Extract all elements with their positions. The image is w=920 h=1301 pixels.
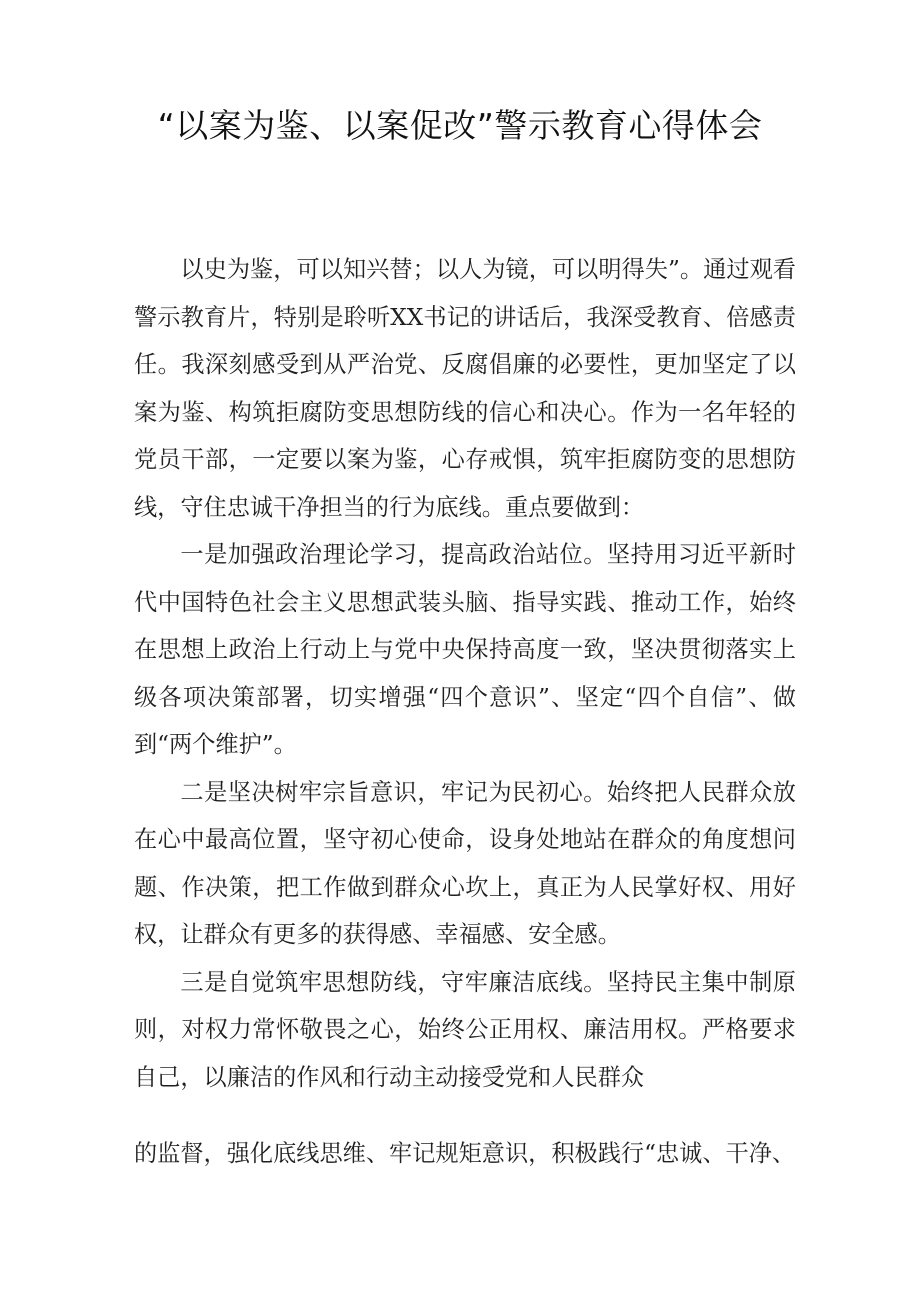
paragraph-point-three: 三是自觉筑牢思想防线，守牢廉洁底线。坚持民主集中制原则，对权力常怀敬畏之心，始终公正用权、廉洁用权。严格要求自己，以廉洁的作风和行动主动接受党和人民群众 [134,968,796,1091]
document-body [134,246,796,1101]
paragraph-continuation: 的监督，强化底线思维、牢记规矩意识，积极践行“忠诚、干净、 [134,1140,796,1167]
paragraph-intro: 以史为鉴，可以知兴替；以人为镜，可以明得失”。通过观看警示教育片，特别是聆听XX书记的讲话后，我深受教育、倍感责任。我深刻感受到从严治党、反腐倡廉的必要性，更加坚定了以案为鉴、构筑拒腐防变思想防线的信心和决心。作为一名年轻的党员干部，一定要以案为鉴，心存戒惧，筑牢拒腐防变的思想防线，守住忠诚干净担当的行为底线。重点要做到： [134,256,796,521]
paragraph-point-two: 二是坚决树牢宗旨意识，牢记为民初心。始终把人民群众放在心中最高位置，坚守初心使命，设身处地站在群众的角度想问题、作决策，把工作做到群众心坎上，真正为人民掌好权、用好权，让群众有更多的获得感、幸福感、安全感。 [134,778,796,948]
paragraph-point-one: 一是加强政治理论学习，提高政治站位。坚持用习近平新时代中国特色社会主义思想武装头脑、指导实践、推动工作，始终在思想上政治上行动上与党中央保持高度一致，坚决贯彻落实上级各项决策部署，切实增强“四个意识”、坚定“四个自信”、做到“两个维护”。 [134,541,796,758]
document-title: “以案为鉴、以案促改”警示教育心得体会 [157,106,763,145]
